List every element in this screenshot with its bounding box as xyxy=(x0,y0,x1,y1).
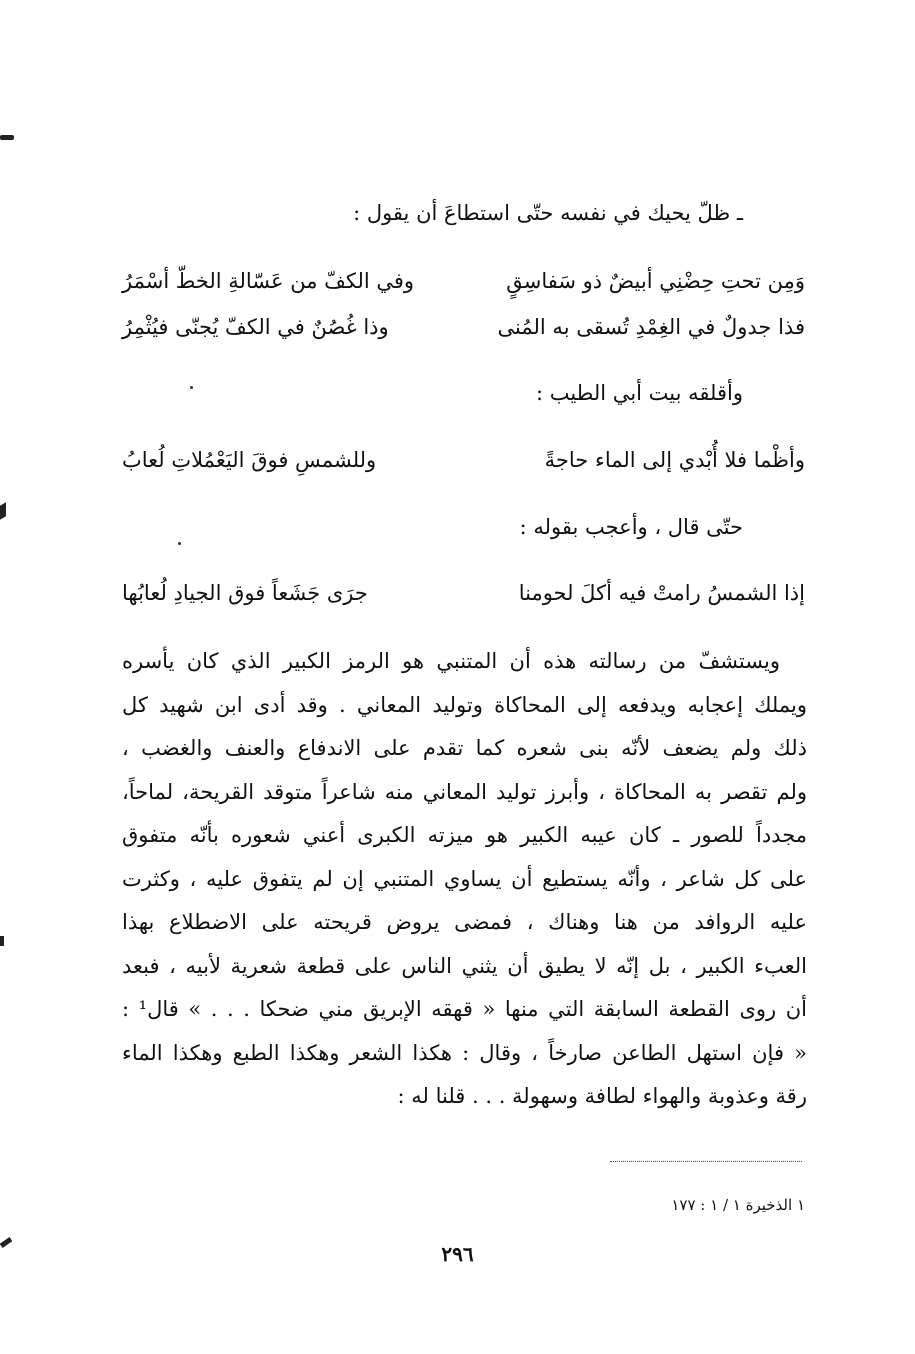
footnote-separator xyxy=(610,1161,802,1162)
footnote: ١ الذخيرة ١ / ١ : ١٧٧ xyxy=(671,1196,805,1214)
paragraph-line: ولم تقصر به المحاكاة ، وأبرز توليد المعاني منه شاعراً متوقد القريحة، لماحاً، xyxy=(122,780,807,804)
verse-hemistich-first: وَمِن تحتِ حِضْنِي أبيضٌ ذو سَفاسِقٍ xyxy=(506,269,805,293)
paragraph-line: « فإن استهل الطاعن صارخاً ، وقال : هكذا الشعر وهكذا الطبع وهكذا الماء xyxy=(122,1041,807,1065)
verse-hemistich-first: إذا الشمسُ رامتْ فيه أكلَ لحومنا xyxy=(518,581,805,605)
scan-speck xyxy=(190,386,193,389)
paragraph-line: ويستشفّ من رسالته هذه أن المتنبي هو الرمز الكبير الذي كان يأسره xyxy=(122,649,780,673)
verse-hemistich-first: وأظْما فلا أُبْدي إلى الماء حاجةً xyxy=(544,448,805,472)
paragraph-line: ويملك إعجابه ويدفعه إلى المحاكاة وتوليد المعاني . وقد أدى ابن شهيد كل xyxy=(122,693,807,717)
verse-hemistich-second: وفي الكفّ من عَسّالةِ الخطّ أسْمَرُ xyxy=(122,269,415,293)
scan-edge-mark xyxy=(0,936,4,946)
page-number: ٢٩٦ xyxy=(441,1242,474,1266)
paragraph-line: أن روى القطعة السابقة التي منها « قهقه الإبريق مني ضحكا . . . » قال¹ : xyxy=(122,997,807,1021)
paragraph-line: رقة وعذوبة والهواء لطافة وسهولة . . . قلنا له : xyxy=(397,1084,807,1108)
intro-line: وأقلقه بيت أبي الطيب : xyxy=(535,381,743,405)
verse-hemistich-second: وذا غُصُنٌ في الكفّ يُجنّى فيُثْمِرُ xyxy=(122,315,389,339)
paragraph-line: ذلك ولم يضعف لأنّه بنى شعره كما تقدم على الاندفاع والعنف والغضب ، xyxy=(122,736,807,760)
verse-hemistich-second: جرَى جَشَعاً فوق الجيادِ لُعابُها xyxy=(122,581,368,605)
verse-hemistich-second: وللشمسِ فوقَ اليَعْمُلاتِ لُعابُ xyxy=(122,448,377,472)
paragraph-line: العبء الكبير ، بل إنّه لا يطيق أن يثني الناس على قطعة شعرية لأبيه ، فبعد xyxy=(122,954,807,978)
verse-hemistich-first: فذا جدولٌ في الغِمْدِ تُسقى به المُنى xyxy=(497,315,805,339)
paragraph-line: على كل شاعر ، وأنّه يستطيع أن يساوي المتنبي إن لم يتفوق عليه ، وكثرت xyxy=(122,867,807,891)
scan-speck xyxy=(178,542,181,545)
scan-edge-mark xyxy=(0,502,6,519)
paragraph-line: عليه الروافد من هنا وهناك ، فمضى يروض قريحته على الاضطلاع بهذا xyxy=(122,910,807,934)
intro-line: حتّى قال ، وأعجب بقوله : xyxy=(519,515,743,539)
scan-edge-mark xyxy=(0,135,14,140)
intro-line: ـ ظلّ يحيك في نفسه حتّى استطاعَ أن يقول : xyxy=(353,201,743,225)
paragraph-line: مجدداً للصور ـ كان عيبه الكبير هو ميزته الكبرى أعني شعوره بأنّه متفوق xyxy=(122,823,807,847)
